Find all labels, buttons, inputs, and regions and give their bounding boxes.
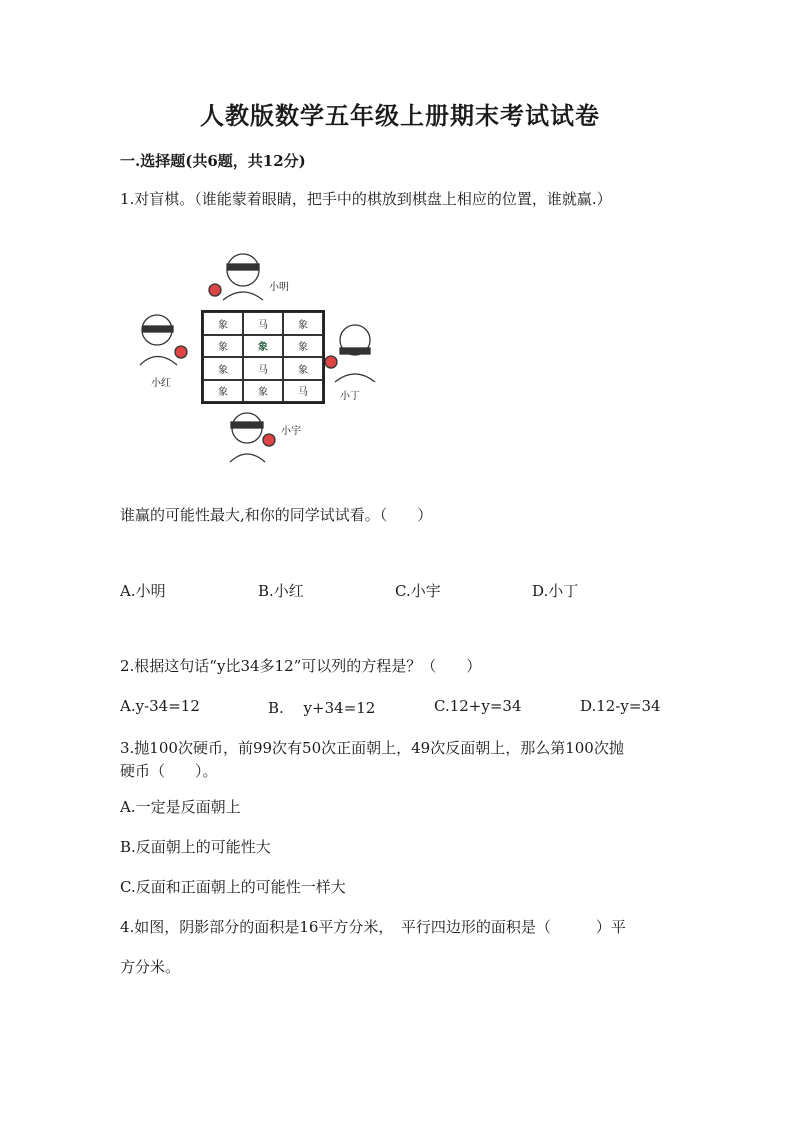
label-top-child: 小明 [269, 282, 289, 293]
q2-option-d[interactable]: D.12-y=34 [580, 697, 661, 715]
board-cell: 象 [283, 335, 323, 358]
q1-stem: 1.对盲棋。（谁能蒙着眼睛，把手中的棋放到棋盘上相应的位置，谁就赢.） [120, 190, 612, 208]
q1-option-b[interactable]: B.小红 [258, 582, 304, 600]
bottom-child [230, 413, 275, 462]
label-right-child: 小丁 [340, 391, 360, 402]
q1-option-c[interactable]: C.小宇 [395, 582, 441, 600]
board-cell: 象 [283, 312, 323, 335]
board-cell: 象 [203, 357, 243, 380]
q3-option-c[interactable]: C.反面和正面朝上的可能性一样大 [120, 878, 346, 896]
q3-option-b[interactable]: B.反面朝上的可能性大 [120, 838, 271, 856]
board-cell: 象 [243, 335, 283, 358]
top-child [209, 254, 263, 300]
q2-option-a[interactable]: A.y-34=12 [120, 697, 200, 715]
board-cell: 象 [283, 357, 323, 380]
q2-option-b[interactable]: B. y+34=12 [268, 699, 376, 717]
board-cell: 象 [203, 335, 243, 358]
q3-stem-line2: 硬币（ ）。 [120, 762, 218, 780]
section-heading: 一.选择题(共6题，共12分) [120, 152, 306, 170]
q4-stem-line1: 4.如图，阴影部分的面积是16平方分米， 平行四边形的面积是（ ）平 [120, 918, 626, 936]
board-cell: 象 [203, 380, 243, 403]
q1-option-d[interactable]: D.小丁 [532, 582, 579, 600]
q2-stem: 2.根据这句话“y比34多12”可以列的方程是？（ ） [120, 657, 482, 675]
q1-question: 谁赢的可能性最大,和你的同学试试看。（ ） [120, 506, 433, 524]
board-cell: 象 [243, 380, 283, 403]
blind-chess-figure [135, 240, 390, 465]
q3-option-a[interactable]: A.一定是反面朝上 [120, 798, 241, 816]
q2-option-c[interactable]: C.12+y=34 [434, 697, 522, 715]
label-left-child: 小红 [151, 378, 171, 389]
chess-board [201, 310, 325, 404]
board-cell: 马 [243, 357, 283, 380]
label-bottom-child: 小宇 [281, 426, 301, 437]
left-child [140, 315, 187, 365]
q4-stem-line2: 方分米。 [120, 958, 181, 976]
board-cell: 象 [203, 312, 243, 335]
q1-option-a[interactable]: A.小明 [120, 582, 166, 600]
board-cell: 马 [283, 380, 323, 403]
board-cell: 马 [243, 312, 283, 335]
right-child [325, 325, 375, 382]
q3-stem-line1: 3.抛100次硬币，前99次有50次正面朝上，49次反面朝上，那么第100次抛 [120, 739, 624, 757]
page-title: 人教版数学五年级上册期末考试试卷 [200, 101, 600, 130]
